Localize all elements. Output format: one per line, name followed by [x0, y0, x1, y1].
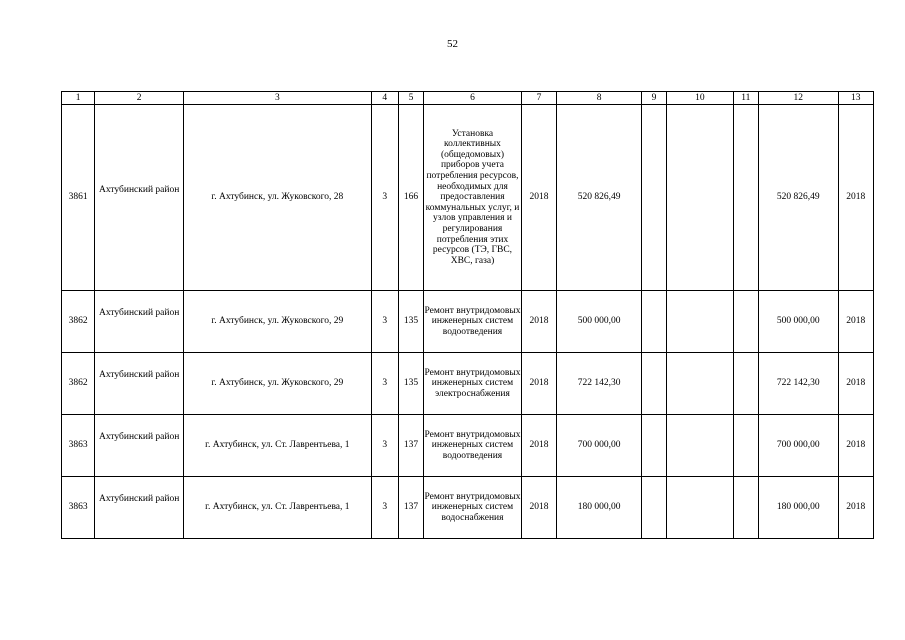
cell-col11: [733, 105, 758, 291]
cell-address: г. Ахтубинск, ул. Жуковского, 29: [184, 291, 372, 353]
cell-work-type: Ремонт внутридомовых инженерных систем электроснабжения: [424, 353, 522, 415]
cell-cost-total: 500 000,00: [758, 291, 838, 353]
column-header: 6: [424, 92, 522, 105]
column-header: 10: [667, 92, 734, 105]
cell-work-type: Ремонт внутридомовых инженерных систем водоотведения: [424, 415, 522, 477]
cell-col10: [667, 291, 734, 353]
cell-col5: 166: [398, 105, 423, 291]
table-row: [62, 291, 874, 353]
cell-col5: 135: [398, 291, 423, 353]
cell-year: 2018: [521, 415, 556, 477]
cell-end-year: 2018: [838, 105, 873, 291]
cell-col11: [733, 477, 758, 539]
cell-work-type: Установка коллективных (общедомовых) приборов учета потребления ресурсов, необходимых для предоставления коммунальных услуг, и узлов управления и регулирования потребления этих ресурсов (ТЭ, ГВС, ХВС, газа): [424, 105, 522, 291]
cell-cost: 500 000,00: [557, 291, 642, 353]
table-row: [62, 105, 874, 291]
cell-end-year: 2018: [838, 353, 873, 415]
cell-work-type: Ремонт внутридомовых инженерных систем водоотведения: [424, 291, 522, 353]
cell-number: 3862: [62, 353, 95, 415]
column-header: 11: [733, 92, 758, 105]
column-header: 4: [371, 92, 398, 105]
cell-col5: 135: [398, 353, 423, 415]
cell-number: 3861: [62, 105, 95, 291]
column-header: 5: [398, 92, 423, 105]
column-header: 13: [838, 92, 873, 105]
cell-col10: [667, 415, 734, 477]
cell-cost: 722 142,30: [557, 353, 642, 415]
cell-cost-total: 520 826,49: [758, 105, 838, 291]
cell-address: г. Ахтубинск, ул. Жуковского, 29: [184, 353, 372, 415]
cell-col10: [667, 353, 734, 415]
cell-end-year: 2018: [838, 477, 873, 539]
cell-col9: [641, 415, 666, 477]
cell-col4: 3: [371, 415, 398, 477]
cell-year: 2018: [521, 291, 556, 353]
cell-col11: [733, 415, 758, 477]
capital-repair-table: [61, 91, 874, 539]
cell-col4: 3: [371, 291, 398, 353]
column-header: 1: [62, 92, 95, 105]
cell-work-type: Ремонт внутридомовых инженерных систем водоснабжения: [424, 477, 522, 539]
cell-number: 3863: [62, 477, 95, 539]
page-number: 52: [447, 38, 458, 50]
column-header: 9: [641, 92, 666, 105]
cell-col9: [641, 291, 666, 353]
cell-cost: 520 826,49: [557, 105, 642, 291]
column-header: 7: [521, 92, 556, 105]
cell-col11: [733, 353, 758, 415]
cell-col10: [667, 105, 734, 291]
cell-col4: 3: [371, 353, 398, 415]
cell-address: г. Ахтубинск, ул. Ст. Лаврентьева, 1: [184, 415, 372, 477]
cell-year: 2018: [521, 477, 556, 539]
cell-district: Ахтубинский район: [95, 477, 184, 539]
column-header: 3: [184, 92, 372, 105]
cell-col5: 137: [398, 477, 423, 539]
cell-year: 2018: [521, 105, 556, 291]
cell-col9: [641, 353, 666, 415]
cell-district: Ахтубинский район: [95, 291, 184, 353]
cell-col9: [641, 105, 666, 291]
cell-end-year: 2018: [838, 291, 873, 353]
table-row: [62, 415, 874, 477]
cell-col4: 3: [371, 477, 398, 539]
cell-district: Ахтубинский район: [95, 415, 184, 477]
cell-cost-total: 180 000,00: [758, 477, 838, 539]
cell-number: 3862: [62, 291, 95, 353]
column-header: 12: [758, 92, 838, 105]
cell-cost: 180 000,00: [557, 477, 642, 539]
cell-cost-total: 700 000,00: [758, 415, 838, 477]
cell-cost-total: 722 142,30: [758, 353, 838, 415]
cell-end-year: 2018: [838, 415, 873, 477]
cell-number: 3863: [62, 415, 95, 477]
table-row: [62, 477, 874, 539]
cell-col10: [667, 477, 734, 539]
cell-address: г. Ахтубинск, ул. Жуковского, 28: [184, 105, 372, 291]
cell-address: г. Ахтубинск, ул. Ст. Лаврентьева, 1: [184, 477, 372, 539]
cell-year: 2018: [521, 353, 556, 415]
cell-district: Ахтубинский район: [95, 105, 184, 291]
column-header: 8: [557, 92, 642, 105]
cell-cost: 700 000,00: [557, 415, 642, 477]
cell-col5: 137: [398, 415, 423, 477]
cell-district: Ахтубинский район: [95, 353, 184, 415]
cell-col9: [641, 477, 666, 539]
column-header: 2: [95, 92, 184, 105]
cell-col4: 3: [371, 105, 398, 291]
cell-col11: [733, 291, 758, 353]
table-row: [62, 353, 874, 415]
header-row: [62, 92, 874, 105]
